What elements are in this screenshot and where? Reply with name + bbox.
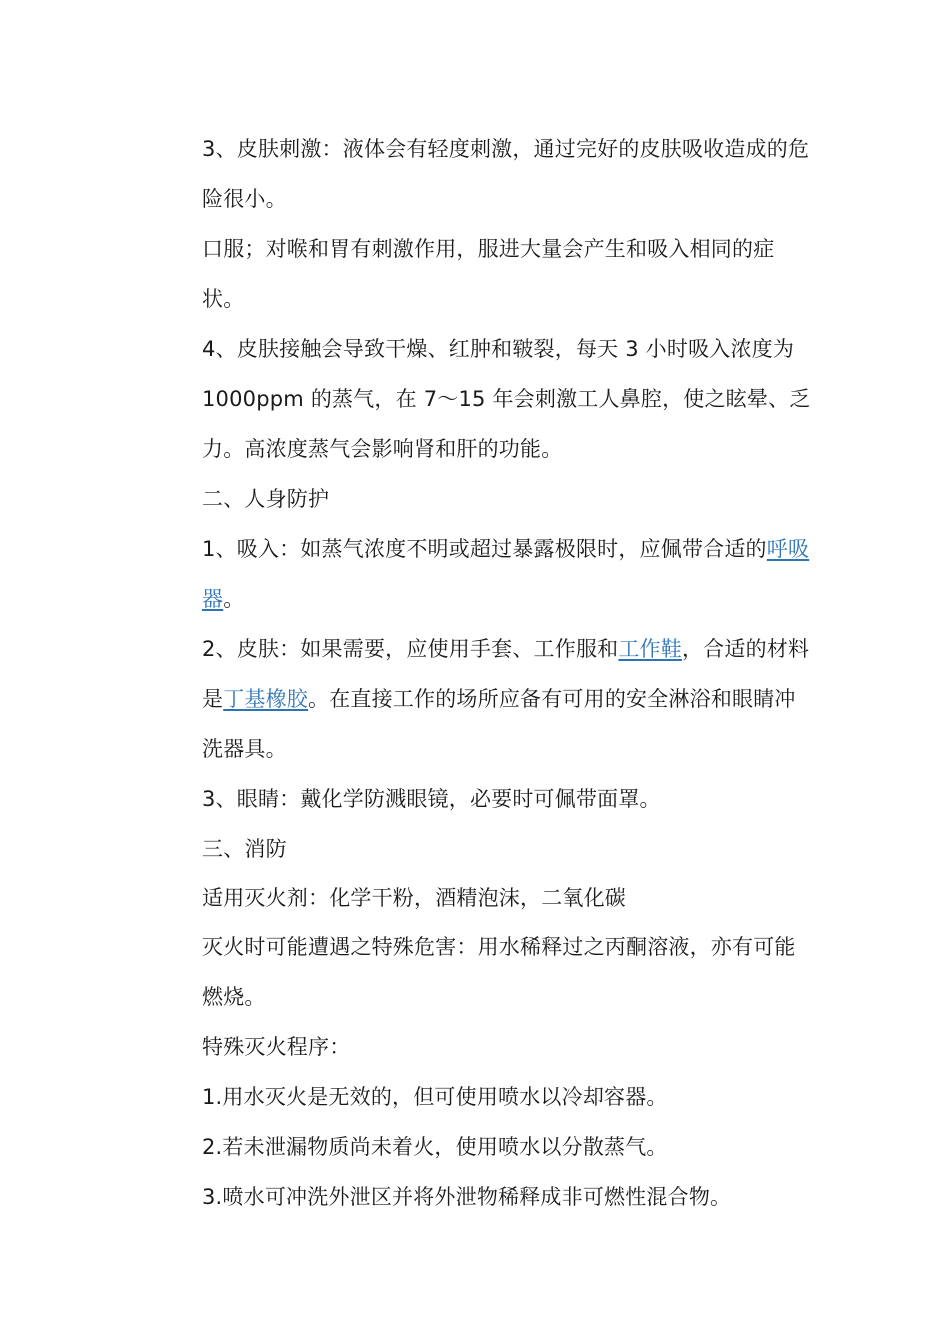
section-heading-personal-protection: 二、人身防护	[202, 487, 330, 511]
paragraph-special-procedures: 特殊灭火程序：	[202, 1035, 351, 1059]
paragraph-inhalation	[202, 524, 812, 624]
skin-protection-text-1: 2、皮肤：如果需要，应使用手套、工作服和	[202, 637, 619, 661]
paragraph-skin-irritation: 3、皮肤刺激：液体会有轻度刺激，通过完好的皮肤吸收造成的危险很小。	[202, 137, 810, 211]
section-heading-firefighting: 三、消防	[202, 837, 287, 861]
skin-protection-text-3: 。在直接工作的场所应备有可用的安全淋浴和眼睛冲洗器具。	[202, 687, 796, 761]
paragraph-eye-protection: 3、眼睛：戴化学防溅眼镜，必要时可佩带面罩。	[202, 787, 661, 811]
butyl-rubber-link[interactable]: 丁基橡胶	[223, 687, 309, 711]
paragraph-extinguishing-agents: 适用灭火剂：化学干粉，酒精泡沫，二氧化碳	[202, 886, 626, 910]
inhalation-text-end: 。	[223, 587, 245, 611]
document-body	[202, 124, 812, 1222]
procedure-item-1: 1.用水灭火是无效的，但可使用喷水以冷却容器。	[202, 1085, 668, 1109]
respirator-link[interactable]: 呼吸器	[202, 537, 810, 611]
paragraph-skin-contact: 4、皮肤接触会导致干燥、红肿和皲裂，每天 3 小时吸入浓度为 1000ppm 的蒸气，在 7～15 年会刺激工人鼻腔，使之眩晕、乏力。高浓度蒸气会影响肾和肝的功能。	[202, 337, 811, 461]
work-shoes-link[interactable]: 工作鞋	[618, 637, 682, 661]
paragraph-special-hazards: 灭火时可能遭遇之特殊危害：用水稀释过之丙酮溶液，亦有可能燃烧。	[202, 935, 796, 1009]
paragraph-skin-protection	[202, 624, 812, 774]
procedure-item-3: 3.喷水可冲洗外泄区并将外泄物稀释成非可燃性混合物。	[202, 1185, 732, 1209]
inhalation-text: 1、吸入：如蒸气浓度不明或超过暴露极限时，应佩带合适的	[202, 537, 767, 561]
skin-protection-text-2: ，合适的材料是	[202, 637, 810, 711]
procedure-item-2: 2.若未泄漏物质尚未着火，使用喷水以分散蒸气。	[202, 1135, 668, 1159]
paragraph-oral: 口服；对喉和胃有刺激作用，服进大量会产生和吸入相同的症状。	[202, 237, 775, 311]
